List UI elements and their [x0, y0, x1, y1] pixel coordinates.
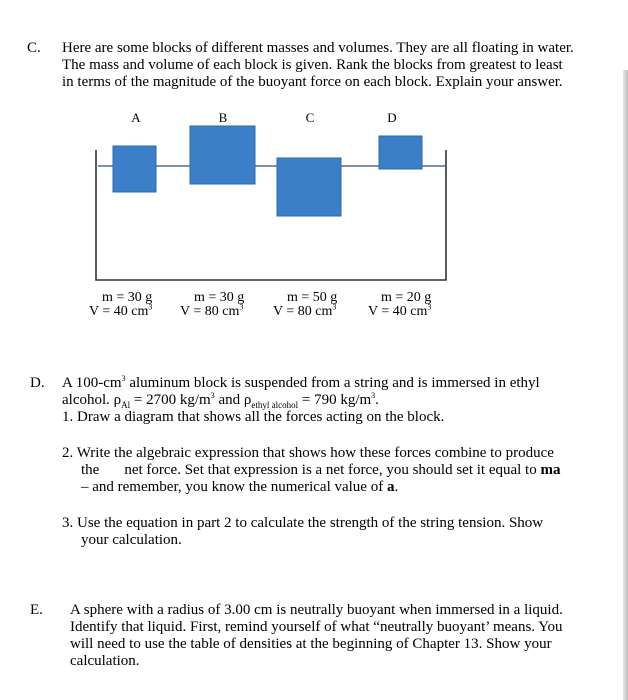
section-d-item-3-line-1: 3. Use the equation in part 2 to calculate the strength of the string tension. Show: [62, 515, 544, 531]
section-e-line-2: Identify that liquid. First, remind yourself of what “neutrally buoyant’ means. You: [70, 619, 563, 635]
section-c-line-3: in terms of the magnitude of the buoyant force on each block. Explain your answer.: [62, 74, 563, 90]
block-d: [379, 136, 422, 169]
block-b-volume: V = 80 $cm^3$: [180, 302, 244, 319]
block-a-mass: m = 30 g: [102, 290, 153, 305]
section-d-item-2-line-1: 2. Write the algebraic expression that shows how these forces combine to produce: [62, 445, 554, 461]
section-d-item-1: 1. Draw a diagram that shows all the forces acting on the block.: [62, 409, 445, 425]
section-d-letter: D.: [30, 375, 45, 391]
section-c-letter: C.: [27, 40, 41, 56]
block-label-a: A: [131, 110, 141, 125]
block-c: [277, 158, 341, 216]
section-e-letter: E.: [30, 602, 43, 618]
section-e-line-1: A sphere with a radius of 3.00 cm is neutrally buoyant when immersed in a liquid.: [70, 602, 563, 618]
block-a-volume: V = 40 $cm^3$: [89, 302, 153, 319]
section-d-item-2-line-2: the net force. Set that expression is a net force, you should set it equal to ma: [81, 462, 561, 478]
block-label-c: C: [305, 110, 315, 125]
section-d-line-1: A $100-cm^3$ aluminum block is suspended from a string and is immersed in ethyl: [62, 374, 540, 391]
section-d-item-3-line-2: your calculation.: [81, 532, 182, 548]
block-c-volume: V = 80 $cm^3$: [273, 302, 337, 319]
section-d-line-2: alcohol. $\rho_{Al} = 2700$ $kg/m^3$ and $\rho_{ethyl alcohol} = 790$ $kg/m^3$.: [62, 391, 379, 410]
block-d-volume: V = 40 $cm^3$: [368, 302, 432, 319]
block-c-mass: m = 50 g: [287, 290, 338, 305]
block-b-mass: m = 30 g: [194, 290, 245, 305]
block-a: [113, 146, 156, 192]
block-label-b: B: [218, 110, 228, 125]
section-e-line-3: will need to use the table of densities at the beginning of Chapter 13. Show your: [70, 636, 552, 652]
block-d-mass: m = 20 g: [381, 290, 432, 305]
section-d-item-2-line-3: – and remember, you know the numerical value of a.: [81, 479, 399, 495]
section-c-line-2: The mass and volume of each block is given. Rank the blocks from greatest to least: [62, 57, 563, 73]
section-c-line-1: Here are some blocks of different masses and volumes. They are all floating in water.: [62, 40, 574, 56]
block-b: [190, 126, 255, 184]
block-label-d: D: [387, 110, 397, 125]
section-e-line-4: calculation.: [70, 653, 140, 669]
